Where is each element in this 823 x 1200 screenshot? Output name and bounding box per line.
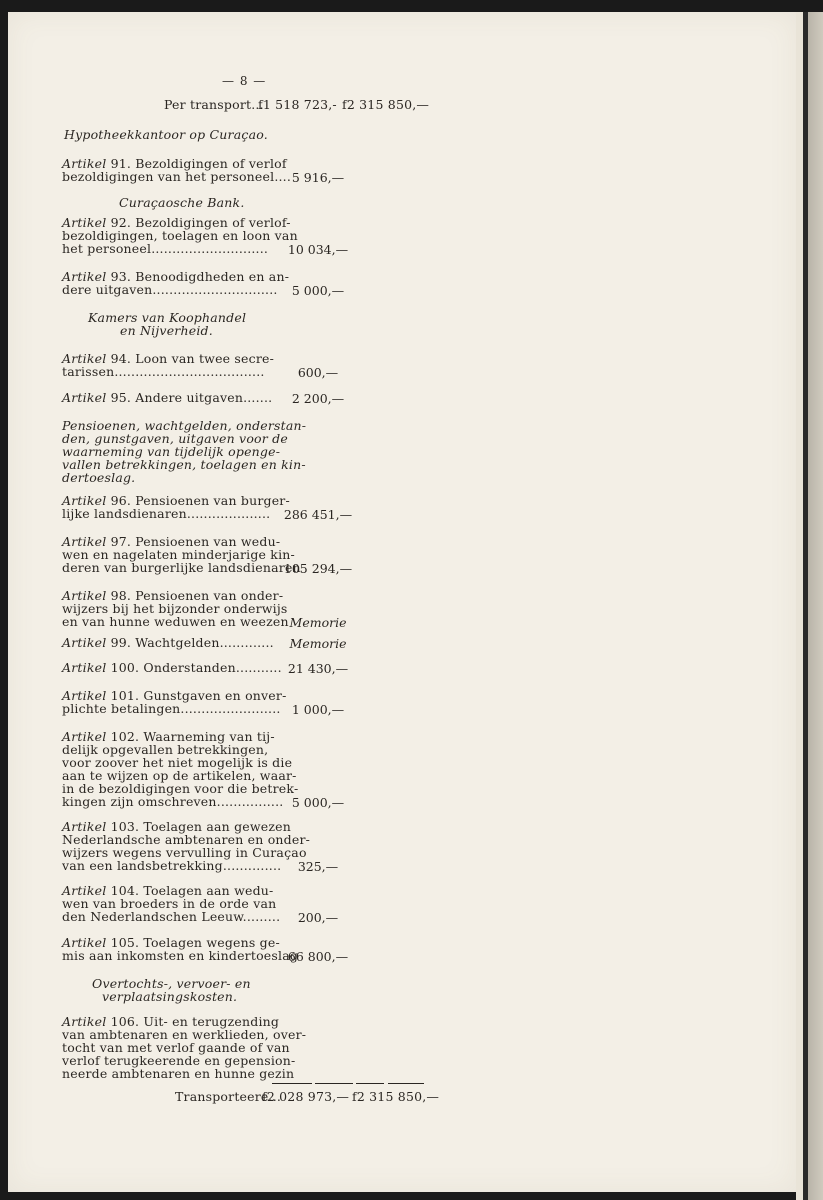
article-102-line-5: in de bezoldigingen voor die betrek-	[62, 781, 299, 796]
article-102-line-3: voor zoover het niet mogelijk is die	[62, 755, 293, 770]
article-102-line-4: aan te wijzen op de artikelen, waar-	[62, 768, 297, 783]
article-98-line-2: wijzers bij het bijzonder onderwijs	[62, 601, 288, 616]
article-96-line-1: Artikel 96. Pensioenen van burger-	[62, 493, 290, 508]
section-heading-overtochts-2: verplaatsingskosten.	[102, 989, 238, 1004]
scan-frame-top	[0, 0, 823, 12]
article-105-line-1: Artikel 105. Toelagen wegens ge-	[62, 935, 280, 950]
article-103-line-3: wijzers wegens vervulling in Curaçao	[62, 845, 307, 860]
section-heading-pensioenen-2: den, gunstgaven, uitgaven voor de	[62, 431, 288, 446]
article-92-line-2: bezoldigingen, toelagen en loon van	[62, 228, 298, 243]
transport-label: Per transport...	[164, 97, 264, 112]
article-101-amount: 1 000,—	[291, 702, 345, 717]
article-104-amount: 200,—	[297, 910, 339, 925]
article-104-line-1: Artikel 104. Toelagen aan wedu-	[62, 883, 274, 898]
article-103-line-4: van een landsbetrekking..............	[62, 858, 282, 873]
article-95-amount: 2 200,—	[291, 391, 345, 406]
article-106-line-1: Artikel 106. Uit- en terugzending	[62, 1014, 280, 1029]
sum-rule-4	[388, 1083, 424, 1084]
transport-amount-1: f1 518 723,-	[258, 97, 337, 112]
article-92-line-3: het personeel............................	[62, 241, 269, 256]
article-100-amount: 21 430,—	[287, 661, 349, 676]
transporteere-amount-2: f2 315 850,—	[352, 1089, 440, 1104]
article-97-line-3: deren van burgerlijke landsdienaren	[62, 560, 301, 575]
article-102-line-1: Artikel 102. Waarneming van tij-	[62, 729, 275, 744]
transport-amount-2: f2 315 850,—	[342, 97, 430, 112]
transporteere-amount-1: f2 028 973,—	[262, 1089, 350, 1104]
article-102-amount: 5 000,—	[291, 795, 345, 810]
article-92-amount: 10 034,—	[287, 242, 349, 257]
article-91-line-1: Artikel 91. Bezoldigingen of verlof	[62, 156, 287, 171]
article-102-line-6: kingen zijn omschreven................	[62, 794, 284, 809]
article-103-amount: 325,—	[297, 859, 339, 874]
article-97-line-1: Artikel 97. Pensioenen van wedu-	[62, 534, 281, 549]
sum-rule-2	[315, 1083, 353, 1084]
transporteere-label: Transporteere...	[175, 1089, 282, 1104]
article-98-amount: Memorie	[289, 615, 347, 630]
article-103-line-1: Artikel 103. Toelagen aan gewezen	[62, 819, 292, 834]
article-94-line-2: tarissen....................................	[62, 364, 265, 379]
article-101-line-1: Artikel 101. Gunstgaven en onver-	[62, 688, 287, 703]
article-101-line-2: plichte betalingen........................	[62, 701, 281, 716]
section-heading-pensioenen-4: vallen betrekkingen, toelagen en kin-	[62, 457, 306, 472]
article-102-line-2: delijk opgevallen betrekkingen,	[62, 742, 269, 757]
article-92-line-1: Artikel 92. Bezoldigingen of verlof-	[62, 215, 291, 230]
article-94-line-1: Artikel 94. Loon van twee secre-	[62, 351, 275, 366]
article-96-line-2: lijke landsdienaren....................	[62, 506, 271, 521]
article-106-line-3: tocht van met verlof gaande of van	[62, 1040, 290, 1055]
section-heading-pensioenen-1: Pensioenen, wachtgelden, onderstan-	[62, 418, 307, 433]
article-106-line-5: neerde ambtenaren en hunne gezin	[62, 1066, 295, 1081]
article-95-line-1: Artikel 95. Andere uitgaven.......	[62, 390, 273, 405]
article-105-amount: 66 800,—	[287, 949, 349, 964]
article-93-line-2: dere uitgaven..............................	[62, 282, 278, 297]
section-heading-kamers-2: en Nijverheid.	[120, 323, 213, 338]
section-heading-kamers-1: Kamers van Koophandel	[88, 310, 247, 325]
article-93-line-1: Artikel 93. Benoodigdheden en an-	[62, 269, 290, 284]
article-106-line-2: van ambtenaren en werklieden, over-	[62, 1027, 307, 1042]
article-94-amount: 600,—	[297, 365, 339, 380]
section-heading-overtochts-1: Overtochts-, vervoer- en	[92, 976, 251, 991]
article-104-line-3: den Nederlandschen Leeuw.........	[62, 909, 281, 924]
article-105-line-2: mis aan inkomsten en kindertoeslag	[62, 948, 299, 963]
page-edge	[796, 12, 823, 1200]
article-96-amount: 286 451,—	[283, 507, 353, 522]
article-91-amount: 5 916,—	[291, 170, 345, 185]
article-98-line-3: en van hunne weduwen en weezen	[62, 614, 289, 629]
section-heading-pensioenen-5: dertoeslag.	[62, 470, 136, 485]
section-heading-bank: Curaçaosche Bank.	[119, 195, 245, 210]
article-104-line-2: wen van broeders in de orde van	[62, 896, 277, 911]
article-99-line-1: Artikel 99. Wachtgelden.............	[62, 635, 274, 650]
article-93-amount: 5 000,—	[291, 283, 345, 298]
article-99-amount: Memorie	[289, 636, 347, 651]
section-heading-pensioenen-3: waarneming van tijdelijk openge-	[62, 444, 281, 459]
page-number: — 8 —	[222, 74, 267, 88]
sum-rule-1	[272, 1083, 312, 1084]
article-97-line-2: wen en nagelaten minderjarige kin-	[62, 547, 295, 562]
sum-rule-3	[356, 1083, 384, 1084]
article-103-line-2: Nederlandsche ambtenaren en onder-	[62, 832, 311, 847]
article-100-line-1: Artikel 100. Onderstanden...........	[62, 660, 282, 675]
section-heading-hypotheek: Hypotheekkantoor op Curaçao.	[64, 127, 268, 142]
article-106-line-4: verlof terugkeerende en gepension-	[62, 1053, 296, 1068]
article-97-amount: 105 294,—	[283, 561, 353, 576]
article-91-line-2: bezoldigingen van het personeel....	[62, 169, 292, 184]
article-98-line-1: Artikel 98. Pensioenen van onder-	[62, 588, 284, 603]
